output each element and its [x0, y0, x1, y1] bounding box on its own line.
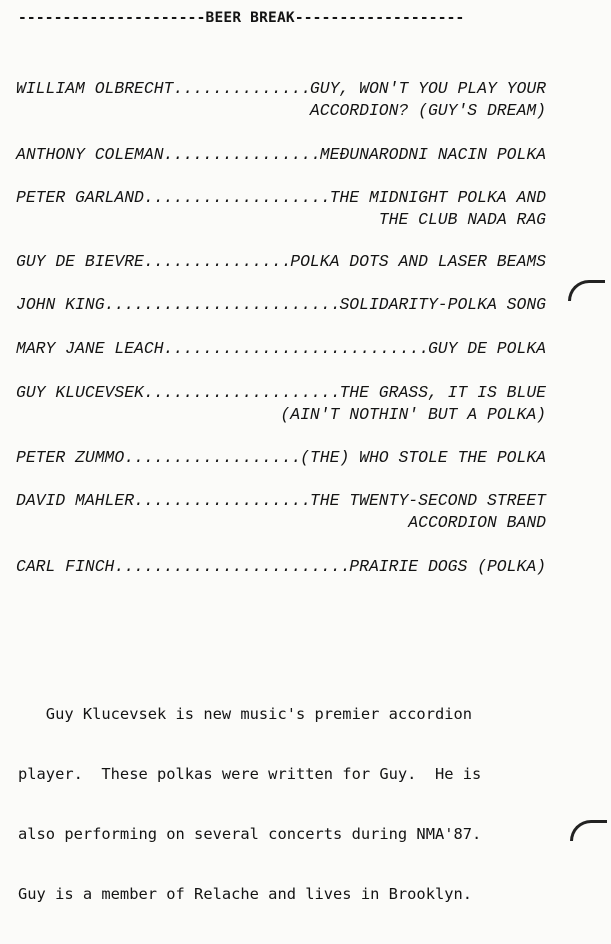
page-curl-mark: [568, 280, 605, 301]
composer-name: ANTHONY COLEMAN: [16, 145, 164, 164]
composer-name: GUY KLUCEVSEK: [16, 383, 144, 402]
program-entry: [16, 382, 546, 426]
composer-name: CARL FINCH: [16, 557, 115, 576]
piece-title: POLKA DOTS AND LASER BEAMS: [290, 252, 546, 271]
program-entry: [16, 490, 546, 534]
piece-title: THE GRASS, IT IS BLUE: [339, 383, 546, 402]
composer-name: JOHN KING: [16, 295, 105, 314]
program-entry: [16, 338, 546, 360]
piece-title: THE TWENTY-SECOND STREET: [309, 491, 546, 510]
piece-title-continued: (AIN'T NOTHIN' BUT A POLKA): [280, 405, 546, 424]
dot-leader: [144, 382, 340, 404]
dot-leader: [105, 294, 340, 316]
composer-name: WILLIAM OLBRECHT: [16, 79, 174, 98]
piece-title: PRAIRIE DOGS (POLKA): [349, 557, 546, 576]
composer-name: DAVID MAHLER: [16, 491, 135, 510]
piece-title: (THE) WHO STOLE THE POLKA: [300, 448, 546, 467]
dot-leader: [114, 556, 349, 578]
dot-leader: [144, 251, 290, 273]
program-entry: [16, 251, 546, 273]
dot-leader: [173, 78, 310, 100]
bio-line: Guy Klucevsek is new music's premier accordion: [18, 705, 473, 723]
dot-leader: [164, 338, 428, 360]
composer-name: PETER ZUMMO: [16, 448, 125, 467]
program-entry: [16, 447, 546, 469]
piece-title: GUY, WON'T YOU PLAY YOUR: [309, 79, 546, 98]
dot-leader: [164, 144, 320, 166]
dot-leader: [144, 187, 330, 209]
program-entry: [16, 294, 546, 316]
piece-title: MEĐUNARODNI NACIN POLKA: [319, 145, 546, 164]
program-entry: [16, 144, 546, 166]
composer-name: GUY DE BIEVRE: [16, 252, 144, 271]
program-entry: [16, 556, 546, 578]
performer-bio: [18, 664, 588, 944]
piece-title-continued: THE CLUB NADA RAG: [378, 210, 546, 229]
bio-line: also performing on several concerts during NMA'87.: [18, 825, 482, 843]
piece-title-continued: ACCORDION BAND: [408, 513, 546, 532]
program-entry: [16, 187, 546, 231]
piece-title: GUY DE POLKA: [427, 339, 546, 358]
composer-name: MARY JANE LEACH: [16, 339, 164, 358]
section-header: ---------------------BEER BREAK-------------------: [18, 10, 465, 26]
dot-leader: [124, 447, 300, 469]
program-entry: [16, 78, 546, 122]
piece-title-continued: ACCORDION? (GUY'S DREAM): [309, 101, 546, 120]
composer-name: PETER GARLAND: [16, 188, 144, 207]
dot-leader: [134, 490, 310, 512]
piece-title: SOLIDARITY-POLKA SONG: [339, 295, 546, 314]
bio-line: Guy is a member of Relache and lives in Brooklyn.: [18, 885, 473, 903]
bio-line: player. These polkas were written for Guy. He is: [18, 765, 482, 783]
piece-title: THE MIDNIGHT POLKA AND: [329, 188, 546, 207]
